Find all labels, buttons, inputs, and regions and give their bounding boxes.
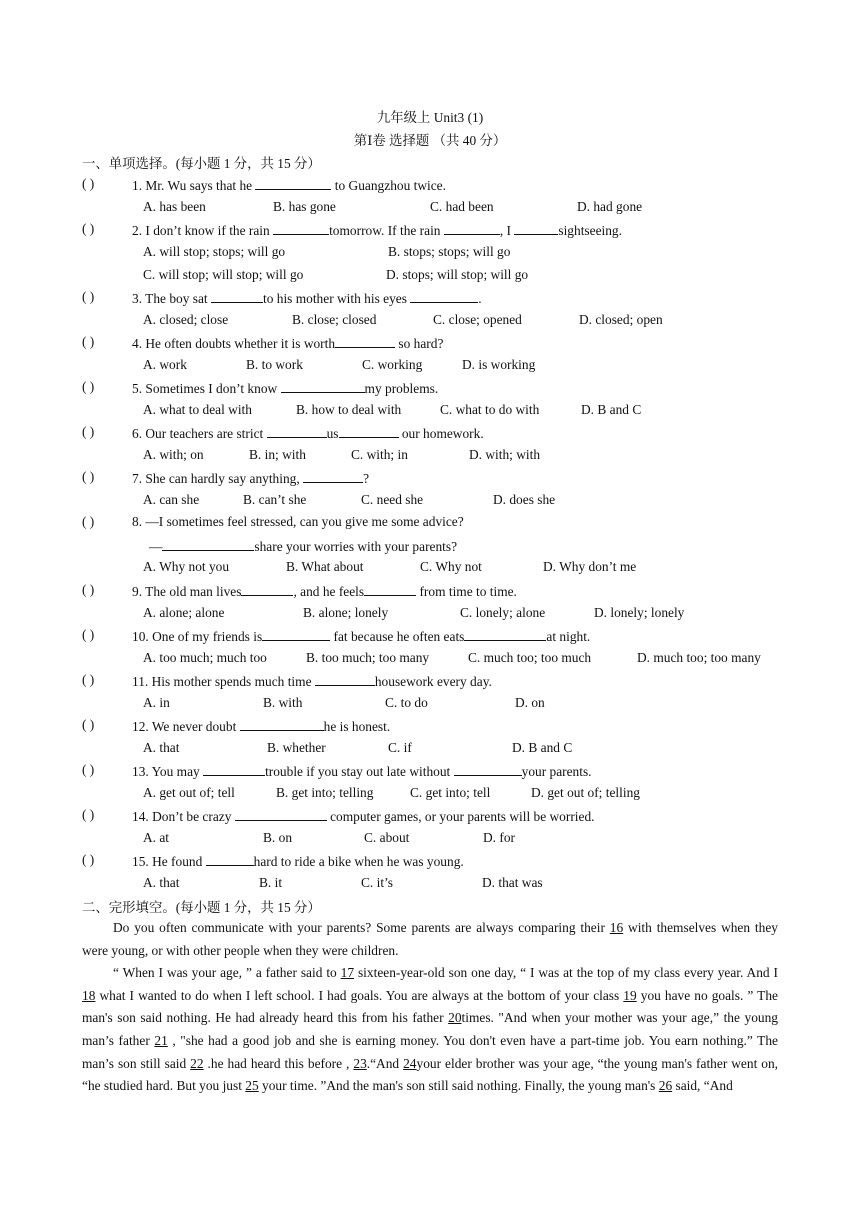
answer-blank[interactable]: [203, 762, 265, 776]
answer-blank[interactable]: [303, 469, 363, 483]
option-c: C. to do: [385, 695, 428, 710]
question-text: 10. One of my friends is fat because he often eats at night.: [132, 629, 591, 644]
option-d: D. for: [483, 830, 515, 845]
question-text: 14. Don’t be crazy computer games, or your parents will be worried.: [132, 809, 595, 824]
answer-blank[interactable]: [339, 424, 399, 438]
option-c: C. will stop; will stop; will go: [143, 267, 304, 282]
answer-bracket: ( ): [82, 627, 95, 642]
cloze-blank-19[interactable]: 19: [623, 987, 637, 1003]
answer-blank[interactable]: [273, 221, 329, 235]
option-d: D. get out of; telling: [531, 785, 640, 800]
option-d: D. closed; open: [579, 312, 663, 327]
cloze-blank-17[interactable]: 17: [340, 965, 355, 981]
question-text: 6. Our teachers are strict us our homework.: [132, 426, 484, 441]
answer-bracket: ( ): [82, 514, 95, 529]
question-text: 13. You may trouble if you stay out late without your parents.: [132, 764, 592, 779]
question-text: 11. His mother spends much time housework every day.: [132, 674, 492, 689]
question-text: 5. Sometimes I don’t know my problems.: [132, 381, 439, 396]
answer-bracket: ( ): [82, 221, 95, 236]
option-d: D. B and C: [581, 402, 642, 417]
option-b: B. in; with: [249, 447, 306, 462]
answer-blank[interactable]: [240, 717, 324, 731]
cloze-blank-16[interactable]: 16: [609, 920, 624, 935]
option-c: C. lonely; alone: [460, 605, 546, 620]
answer-bracket: ( ): [82, 717, 95, 732]
answer-bracket: ( ): [82, 582, 95, 597]
option-c: C. if: [388, 740, 412, 755]
option-b: B. alone; lonely: [303, 605, 389, 620]
page-subtitle: 第Ⅰ卷 选择题 （共 40 分）: [353, 133, 507, 148]
option-a: A. will stop; stops; will go: [143, 244, 286, 259]
option-b: B. too much; too many: [306, 650, 430, 665]
question-text: 15. He found hard to ride a bike when he was young.: [132, 854, 464, 869]
option-b: B. to work: [246, 357, 303, 372]
option-c: C. what to do with: [440, 402, 540, 417]
option-d: D. much too; too many: [637, 650, 761, 665]
cloze-blank-22[interactable]: 22: [190, 1055, 204, 1071]
answer-bracket: ( ): [82, 852, 95, 867]
cloze-blank-26[interactable]: 26: [658, 1078, 673, 1094]
answer-blank[interactable]: [162, 537, 254, 551]
option-c: C. need she: [361, 492, 424, 507]
option-a: A. can she: [143, 492, 200, 507]
option-a: A. has been: [143, 199, 206, 214]
option-b: B. What about: [286, 559, 364, 574]
option-a: A. at: [143, 830, 170, 845]
option-b: B. it: [259, 875, 283, 890]
option-d: D. does she: [493, 492, 556, 507]
option-b: B. has gone: [273, 199, 336, 214]
option-b: B. on: [263, 830, 293, 845]
answer-blank[interactable]: [514, 221, 558, 235]
question-text: 12. We never doubt he is honest.: [132, 719, 391, 734]
answer-bracket: ( ): [82, 469, 95, 484]
answer-blank[interactable]: [211, 289, 263, 303]
option-c: C. with; in: [351, 447, 408, 462]
answer-bracket: ( ): [82, 289, 95, 304]
option-d: D. lonely; lonely: [594, 605, 685, 620]
answer-bracket: ( ): [82, 672, 95, 687]
cloze-paragraph-1: Do you often communicate with your parents? Some parents are always comparing their 16 with themselves when they were young, or with other people when they were children.: [82, 920, 778, 958]
option-a: A. closed; close: [143, 312, 229, 327]
option-b: B. how to deal with: [296, 402, 402, 417]
option-a: A. work: [143, 357, 187, 372]
answer-blank[interactable]: [454, 762, 522, 776]
answer-bracket: ( ): [82, 424, 95, 439]
option-c: C. working: [362, 357, 423, 372]
option-c: C. had been: [430, 199, 494, 214]
question-text: 9. The old man lives , and he feels from time to time.: [132, 584, 517, 599]
option-b: B. close; closed: [292, 312, 377, 327]
answer-blank[interactable]: [206, 852, 254, 866]
cloze-blank-21[interactable]: 21: [154, 1032, 168, 1048]
answer-blank[interactable]: [335, 334, 395, 348]
answer-bracket: ( ): [82, 176, 95, 191]
option-b: B. stops; stops; will go: [388, 244, 511, 259]
option-d: D. that was: [482, 875, 543, 890]
option-a: A. too much; much too: [143, 650, 267, 665]
page-title: 九年级上 Unit3 (1): [376, 110, 484, 125]
answer-blank[interactable]: [235, 807, 327, 821]
answer-blank[interactable]: [255, 176, 331, 190]
option-a: A. what to deal with: [143, 402, 252, 417]
answer-bracket: ( ): [82, 762, 95, 777]
answer-blank[interactable]: [410, 289, 478, 303]
cloze-blank-18[interactable]: 18: [82, 987, 96, 1003]
answer-blank[interactable]: [262, 627, 330, 641]
option-a: A. in: [143, 695, 170, 710]
option-a: A. that: [143, 740, 180, 755]
option-a: A. that: [143, 875, 180, 890]
answer-blank[interactable]: [267, 424, 327, 438]
question-reply: — share your worries with your parents?: [149, 539, 458, 554]
option-d: D. on: [515, 695, 545, 710]
answer-bracket: ( ): [82, 807, 95, 822]
section2-heading: 二、完形填空。(每小题 1 分，共 15 分）: [82, 900, 321, 915]
option-c: C. about: [364, 830, 410, 845]
option-a: A. get out of; tell: [143, 785, 235, 800]
answer-blank[interactable]: [444, 221, 500, 235]
option-b: B. whether: [267, 740, 326, 755]
cloze-blank-23[interactable]: 23: [353, 1055, 367, 1071]
answer-bracket: ( ): [82, 379, 95, 394]
option-b: B. get into; telling: [276, 785, 374, 800]
cloze-blank-24[interactable]: 24: [403, 1055, 417, 1071]
option-d: D. had gone: [577, 199, 643, 214]
question-text: 1. Mr. Wu says that he to Guangzhou twice.: [132, 178, 446, 193]
question-text: 3. The boy sat to his mother with his eyes .: [132, 291, 482, 306]
cloze-paragraph-2: “ When I was your age, ” a father said to 17 sixteen-year-old son one day, “ I was at the top of my class every year. And I 18 what I wanted to do when I left school. I had goals. You are always at the bottom of your class 19 you have no goals. ” The man's son said nothing. He had already heard this from his father 20times. "And when your mother was your age,” the young man’s father 21 , "she had a good job and she is earning money. You don't even have a part-time job. You earn nothing.” The man’s son still said 22 .he had heard this before , 23.“And 24your elder brother was your age, “the young man's father went on, “he studied hard. But you just 25 your time. ”And the man's son still said nothing. Finally, the young man's 26 said, “And: [82, 965, 779, 1094]
cloze-blank-25[interactable]: 25: [245, 1078, 259, 1094]
answer-blank[interactable]: [464, 627, 546, 641]
option-d: D. B and C: [512, 740, 573, 755]
answer-blank[interactable]: [281, 379, 365, 393]
option-a: A. Why not you: [143, 559, 230, 574]
answer-blank[interactable]: [315, 672, 375, 686]
answer-blank[interactable]: [364, 582, 416, 596]
option-d: D. is working: [462, 357, 536, 372]
question-text: 7. She can hardly say anything, ?: [132, 471, 370, 486]
option-c: C. Why not: [420, 559, 482, 574]
cloze-blank-20[interactable]: 20: [448, 1010, 462, 1026]
option-c: C. much too; too much: [468, 650, 592, 665]
answer-blank[interactable]: [241, 582, 293, 596]
option-d: D. with; with: [469, 447, 541, 462]
cloze-passage: [82, 917, 778, 1098]
option-d: D. stops; will stop; will go: [386, 267, 529, 282]
option-a: A. alone; alone: [143, 605, 225, 620]
question-text: 2. I don’t know if the rain tomorrow. If the rain , I sightseeing.: [132, 223, 622, 238]
option-c: C. close; opened: [433, 312, 522, 327]
section1-heading: 一、单项选择。(每小题 1 分，共 15 分）: [82, 156, 321, 171]
option-d: D. Why don’t me: [543, 559, 637, 574]
option-a: A. with; on: [143, 447, 204, 462]
option-b: B. can’t she: [243, 492, 307, 507]
option-c: C. get into; tell: [410, 785, 491, 800]
question-text: 8. —I sometimes feel stressed, can you give me some advice?: [132, 514, 464, 529]
question-text: 4. He often doubts whether it is worth so hard?: [132, 336, 444, 351]
answer-bracket: ( ): [82, 334, 95, 349]
option-b: B. with: [263, 695, 303, 710]
option-c: C. it’s: [361, 875, 393, 890]
